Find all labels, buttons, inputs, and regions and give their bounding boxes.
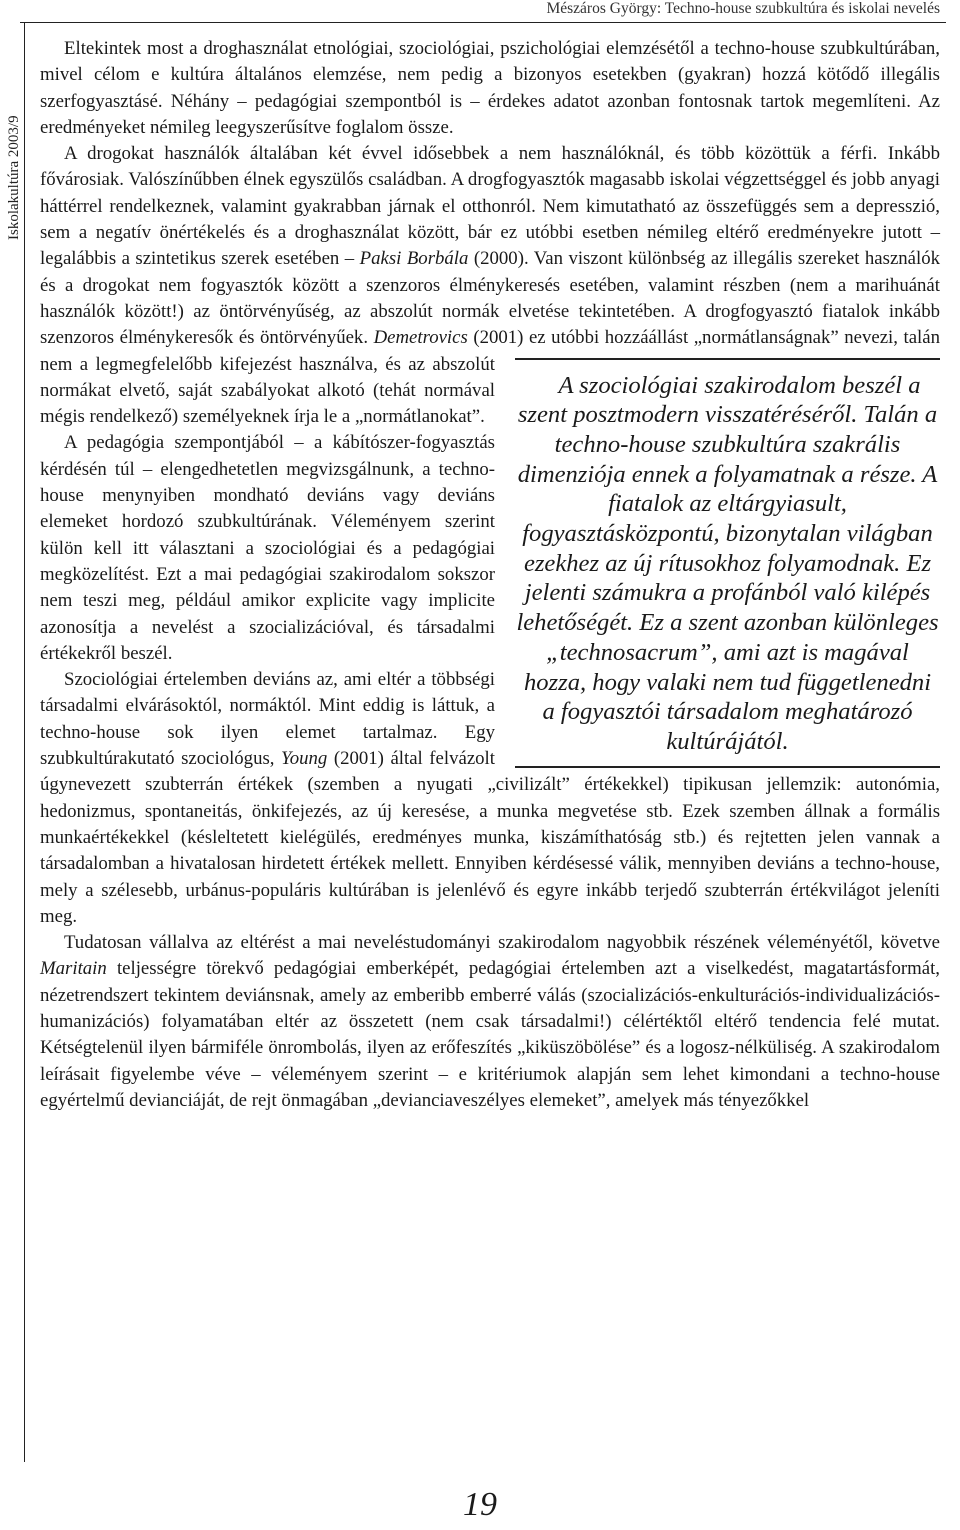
running-header: Mészáros György: Techno-house szubkultúra és iskolai nevelés bbox=[546, 0, 940, 17]
article-body bbox=[40, 36, 940, 1114]
cited-name: Maritain bbox=[40, 958, 107, 980]
cited-name: Demetrovics bbox=[373, 327, 468, 349]
paragraph-5: Tudatosan vállalva az eltérést a mai neveléstudományi szakirodalom nagyobbik részének véleményétől, követve Maritain teljességre törekvő pedagógiai emberképét, pedagógiai értelemben azt a viselkedést, magatartásformát, nézetrendszert tekintem deviánsnak, amely az emberibb emberré válás (szocializációs-enkulturációs-individualizációs-humanizációs) folyamatában eltér az összetett (nem csak társadalmi!) célértéktől eltérő tendencia felé mutat. Kétségtelenül ilyen bármiféle önrombolás, ilyen az erőfeszítés „kiküszöbölése” és a logosz-nélküliség. A szakirodalom leírásait figyelembe véve – véleményem szerint – e kritériumok alapján sem lehet kimondani a techno-house egyértelmű devianciáját, de rejt önmagában „devianciaveszélyes elemeket”, amelyek más tényezőkkel bbox=[40, 932, 940, 1111]
pull-quote: A szociológiai szakirodalom beszél a szent posztmodern visszatéréséről. Talán a techno-house szubkultúra szakrális dimenziója ennek a folyamatnak a része. A fiatalok az eltárgyiasult, fogyasztásközpontú, bizonytalan világban ezekhez az új rítusokhoz folyamodnak. Ez jelenti számukra a profánból való kilépés lehetőségét. Ez a szent azonban különleges „technosacrum”, ami azt is magával hozza, hogy valaki nem tud függetlenedni a fogyasztói társadalom meghatározó kultúrájától. bbox=[515, 358, 940, 768]
paragraph-1: Eltekintek most a droghasználat etnológiai, szociológiai, pszichológiai elemzésétől a techno-house szubkultúrában, mivel célom e kultúra általános elemzése, nem pedig a bizonyos esetekben (gyakran) hozzá kötődő illegális szerfogyasztásé. Néhány – pedagógiai szempontból is – érdekes adatot azonban fontosnak tartok megemlíteni. Az eredményeket némileg leegyszerűsítve foglalom össze. bbox=[40, 38, 940, 138]
paragraph-4: Szociológiai értelemben deviáns az, ami eltér a többségi társadalmi elvárásoktól, normáktól. Mint eddig is láttuk, a techno-house sok ilyen elemet tartalmaz. Egy szubkultúrakutató szociológus, Young (2001) által felvázolt úgynevezett szubterrán értékek (szemben a nyugati „civilizált” értékekkel) tipikusan jellemzik: autonómia, hedonizmus, spontaneitás, önkifejezés, az új keresése, a munka megvetése stb. Ezek szemben állnak a formális munkaértékekkel (késleltetett kielégülés, eredményes munka, kiszámíthatóság stb.) és rejtetten jelen vannak a társadalomban a hivatalosan hirdetett értékek mellett. Ennyiben kérdésessé válik, mennyiben deviáns a techno-house, mely a szélesebb, urbánus-populáris kultúrában is jelenlévő és egyre inkább terjedő szubterrán értékvilágot jeleníti meg. bbox=[40, 669, 940, 927]
journal-side-label: Iskolakultúra 2003/9 bbox=[6, 115, 22, 240]
page-number: 19 bbox=[463, 1486, 497, 1523]
cited-name: Paksi Borbála bbox=[359, 248, 469, 270]
paragraph-2: A drogokat használók általában két évvel idősebbek a nem használóknál, és több közöttük a férfi. Inkább fővárosiak. Valószínűbben élnek egyszülős családban. A drogfogyasztók magasabb iskolai végzettséggel és jobb anyagi háttérrel rendelkeznek, valamint gyakrabban járnak el otthonról. Nem kimutatható az összefüggés sem a depresszió, sem a negatív önértékelés és a droghasználat között, bár ez utóbbi esetben némileg eltérő eredményekre jutott – legalábbis a szintetikus szerek esetében – Paksi Borbála (2000). Van viszont különbség az illegális szereket használók és a drogokat nem fogyasztók között a szenzoros élménykeresés esetében, valamint részben (nem a marihuánát használók között!) az öntörvényűség, az abszolút normák elvetése tekintetében. A drogfogyasztó fiatalok inkább szenzoros élménykeresők és öntörvényűek. Demetrovics (2001) ez utóbbi hozzáállást „normátlanságnak” nevezi, talán nem a legmegfelelőbb kifejezést használva, és az A szociológiai szakirodalom beszél a szent posztmodern visszatéréséről. Talán a techno-house szubkultúra szakrális dimenziója ennek a folyamatnak a része. A fiatalok az eltárgyiasult, fogyasztásközpontú, bizonytalan világban ezekhez az új rítusokhoz folyamodnak. Ez jelenti számukra a profánból való kilépés lehetőségét. Ez a szent azonban különleges „technosacrum”, ami azt is magával hozza, hogy valaki nem tud függetlenedni a fogyasztói társadalom meghatározó kultúrájától. abszolút normákat elvető, saját szabályokat alkotó (tehát normával mégis rendelkező) személyeknek írja le a „normátlanokat”. bbox=[40, 141, 940, 430]
side-rule bbox=[24, 22, 25, 1462]
paragraph-3: A pedagógia szempontjából – a kábítószer-fogyasztás kérdésén túl – elengedhetetlen megvizsgálnunk, a techno-house menynyiben mondható deviáns vagy deviáns elemeket hordozó szubkultúrának. Véleményem szerint külön kell itt választani a szociológiai és a pedagógiai megközelítést. Ezt a mai pedagógiai szakirodalom sokszor nem teszi meg, például amikor explicite vagy implicite azonosítja a nevelést a szocializációval, és társadalmi értékekről beszél. bbox=[40, 432, 495, 664]
header-rule bbox=[20, 22, 946, 23]
cited-name: Young bbox=[281, 748, 328, 770]
